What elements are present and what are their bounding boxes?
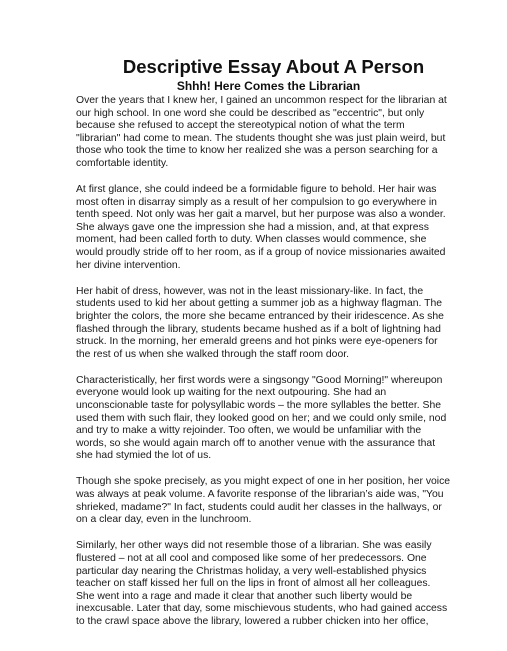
paragraph-line: she had stymied the lot of us. (76, 450, 212, 462)
paragraph-line: because she refused to accept the stereotypical notion of what the term (76, 120, 405, 132)
paragraph-line: everyone would look up waiting for the next outpouring. She had an (76, 387, 387, 399)
paragraph (76, 286, 468, 362)
paragraph-line: At first glance, she could indeed be a formidable figure to behold. Her hair was (76, 184, 437, 196)
paragraph-spacer (76, 171, 468, 185)
paragraph-line: brighter the colors, the more she became entranced by their iridescence. As she (76, 310, 444, 322)
paragraph-line: tenth speed. Not only was her gait a marvel, but her purpose was also a wonder. (76, 209, 446, 221)
paragraph-line: would proudly stride off to her room, as if a group of novice missionaries awaited (76, 247, 446, 259)
paragraph-line: She went into a rage and made it clear that another such liberty would be (76, 590, 413, 602)
paragraph-line: Characteristically, her first words were a singsongy "Good Morning!" whereupon (76, 374, 443, 386)
paragraph-line: most often in disarray simply as a result of her compulsion to go everywhere in (76, 196, 437, 208)
paragraph-line: was always at peak volume. A favorite response of the librarian’s aide was, "You (76, 489, 444, 501)
paragraph-spacer (76, 272, 468, 286)
paragraph-spacer (76, 361, 468, 375)
paragraph-line: struck. In the morning, her emerald greens and hot pinks were eye-openers for (76, 336, 438, 348)
paragraph-line: Over the years that I knew her, I gained an uncommon respect for the librarian at (76, 95, 447, 106)
paragraph-spacer (76, 463, 468, 477)
paragraph-line: her divine intervention. (76, 259, 181, 271)
paragraph-line: the rest of us when she walked through the staff room door. (76, 348, 350, 360)
paragraph-line: those who took the time to know her realized she was a person searching for a (76, 145, 438, 157)
paragraph-line: She always gave one the impression she had a mission, and, at that express (76, 221, 429, 233)
paragraph-line: moment, had been called forth to duty. When classes would commence, she (76, 234, 427, 246)
paragraph-line: Her habit of dress, however, was not in the least missionary-like. In fact, the (76, 285, 424, 297)
paragraph-line: students used to kid her about getting a summer job as a highway flagman. The (76, 298, 443, 310)
paragraph (76, 476, 468, 526)
paragraph-line: "librarian" had come to mean. The students thought she was just plain weird, but (76, 132, 446, 144)
paragraph (76, 95, 468, 171)
paragraph-line: particular day nearing the Christmas holiday, a very well-established physics (76, 565, 427, 577)
paragraph-spacer (76, 527, 468, 541)
paragraph-line: comfortable identity. (76, 157, 169, 169)
paragraph-line: Though she spoke precisely, as you might expect of one in her position, her voice (76, 476, 451, 488)
paragraph-line: and try to make a witty rejoinder. Too often, we would be unfamiliar with the (76, 425, 422, 437)
paragraph-line: flashed through the library, students became hushed as if a bolt of lightning had (76, 323, 441, 335)
paragraph-line: on a clear day, even in the lunchroom. (76, 514, 252, 526)
paragraph (76, 540, 468, 628)
essay-body (76, 95, 468, 628)
paragraph-line: shrieked, madame?" In fact, students could audit her classes in the hallways, or (76, 501, 442, 513)
paragraph (76, 184, 468, 272)
paragraph-line: our high school. In one word she could be described as "eccentric", but only (76, 107, 425, 119)
paragraph-line: inexcusable. Later that day, some mischievous students, who had gained access (76, 603, 448, 615)
paragraph-line: unconscionable taste for polysyllabic words – the more syllables the better. She (76, 399, 442, 411)
paragraph-line: Similarly, her other ways did not resemble those of a librarian. She was easily (76, 540, 432, 552)
paragraph-line: teacher on staff kissed her full on the lips in front of almost all her colleagues. (76, 578, 431, 590)
essay-subtitle: Shhh! Here Comes the Librarian (176, 79, 361, 93)
paragraph-line: used them with such flair, they looked good on her; and we could only smile, nod (76, 412, 447, 424)
essay-title: Descriptive Essay About A Person (122, 56, 425, 77)
paragraph-line: to the crawl space above the library, lowered a rubber chicken into her office, (76, 615, 429, 627)
paragraph (76, 375, 468, 463)
paragraph-line: flustered – not at all cool and composed like some of her predecessors. One (76, 552, 427, 564)
paragraph-line: words, so she would again march off to another venue with the assurance that (76, 437, 436, 449)
